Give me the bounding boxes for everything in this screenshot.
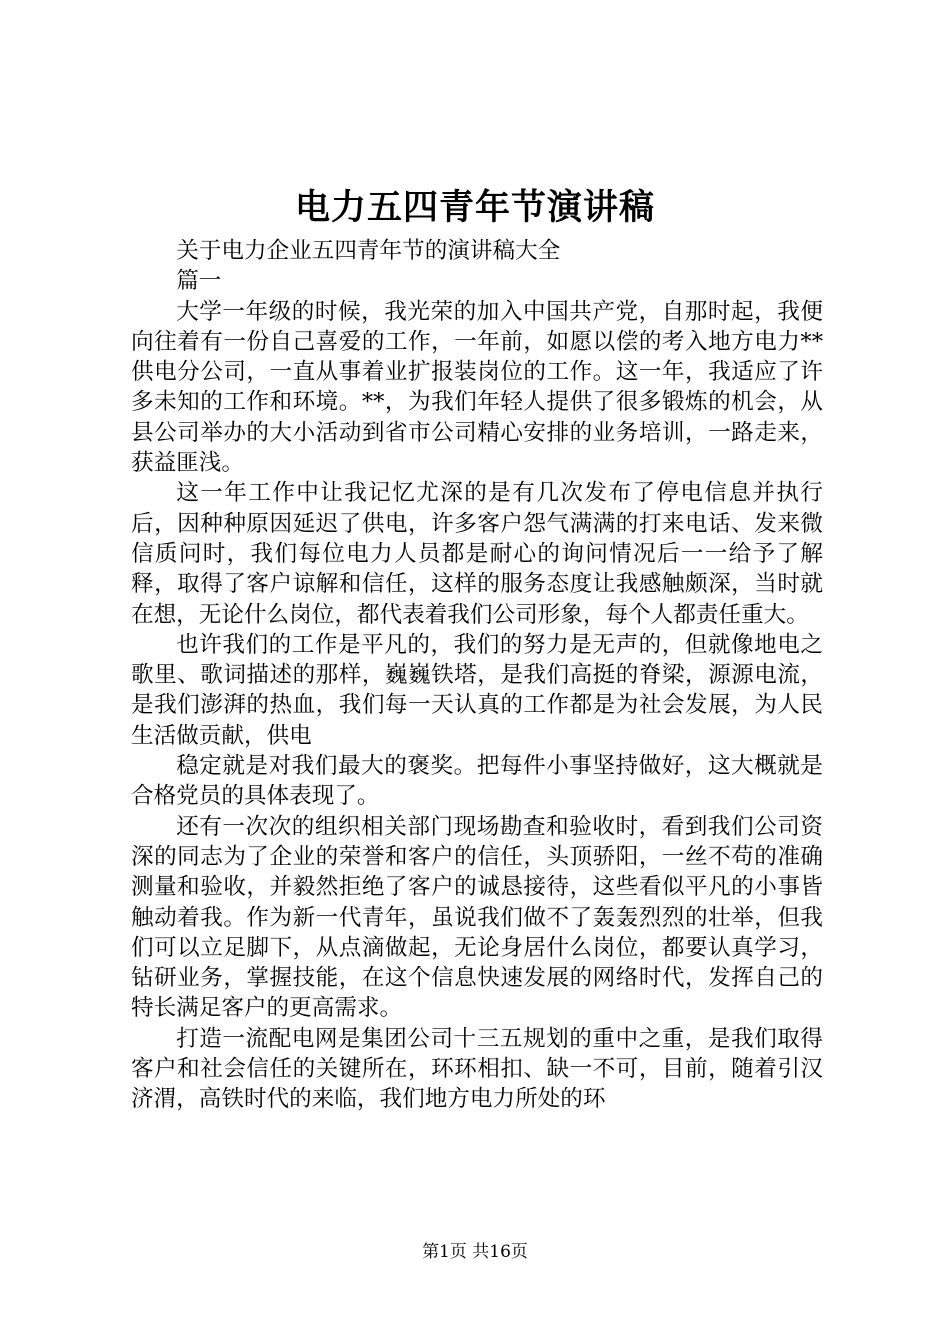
body-paragraph: 大学一年级的时候，我光荣的加入中国共产党，自那时起，我便向往着有一份自己喜爱的工作，一年前，如愿以偿的考入地方电力**供电分公司，一直从事着业扩报装岗位的工作。这一年，我适应了许多未知的工作和环境。**，为我们年轻人提供了很多锻炼的机会，从县公司举办的大小活动到省市公司精心安排的业务培训，一路走来，获益匪浅。 bbox=[131, 298, 823, 477]
body-paragraph: 这一年工作中让我记忆尤深的是有几次发布了停电信息并执行后，因种种原因延迟了供电，许多客户怨气满满的打来电话、发来微信质问时，我们每位电力人员都是耐心的询问情况后一一给予了解释，取得了客户谅解和信任，这样的服务态度让我感触颇深，当时就在想，无论什么岗位，都代表着我们公司形象，每个人都责任重大。 bbox=[131, 480, 823, 628]
body-paragraph: 也许我们的工作是平凡的，我们的努力是无声的，但就像地电之歌里、歌词描述的那样，巍巍铁塔，是我们高挺的脊梁，源源电流，是我们澎湃的热血，我们每一天认真的工作都是为社会发展，为人民生活做贡献，供电 bbox=[131, 631, 823, 749]
body-paragraph: 还有一次次的组织相关部门现场勘查和验收时，看到我们公司资深的同志为了企业的荣誉和客户的信任，头顶骄阳，一丝不苟的准确测量和验收，并毅然拒绝了客户的诚恳接待，这些看似平凡的小事皆触动着我。作为新一代青年，虽说我们做不了轰轰烈烈的壮举，但我们可以立足脚下，从点滴做起，无论身居什么岗位，都要认真学习，钻研业务，掌握技能，在这个信息快速发展的网络时代，发挥自己的特长满足客户的更高需求。 bbox=[131, 813, 823, 1022]
document-title: 电力五四青年节演讲稿 bbox=[294, 187, 655, 228]
document-body bbox=[131, 236, 823, 1115]
page-number-footer: 第1页 共16页 bbox=[422, 1242, 528, 1262]
body-paragraph: 打造一流配电网是集团公司十三五规划的重中之重，是我们取得客户和社会信任的关键所在，环环相扣、缺一不可，目前，随着引汉济渭，高铁时代的来临，我们地方电力所处的环 bbox=[131, 1025, 823, 1113]
section-heading: 篇一 bbox=[176, 268, 222, 295]
subtitle-paragraph: 关于电力企业五四青年节的演讲稿大全 bbox=[176, 238, 561, 264]
body-paragraph: 稳定就是对我们最大的褒奖。把每件小事坚持做好，这大概就是合格党员的具体表现了。 bbox=[131, 753, 823, 810]
